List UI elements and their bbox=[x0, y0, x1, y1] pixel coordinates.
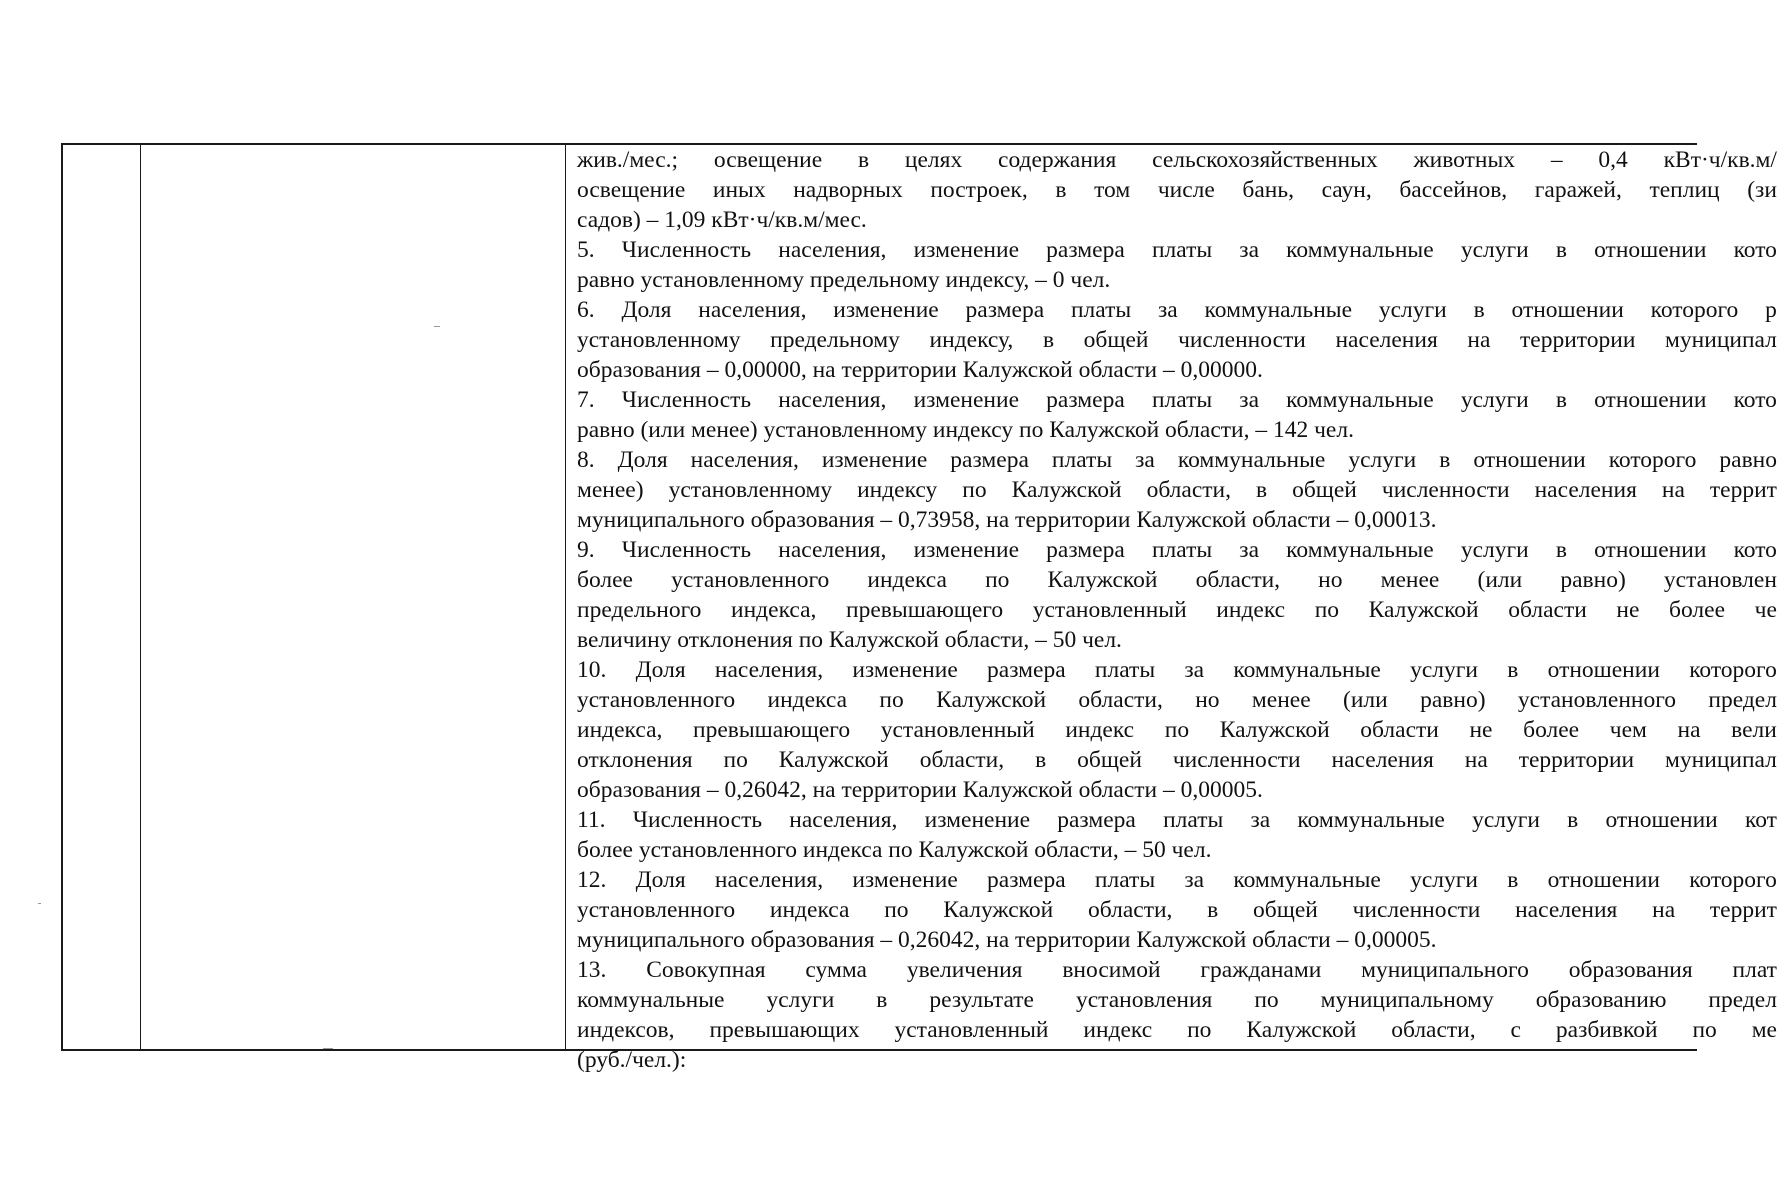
text-line-content: более установленного индекса по Калужской области, – 50 чел. bbox=[577, 837, 1212, 863]
scan-speck bbox=[38, 903, 41, 904]
text-line-content: муниципального образования – 0,73958, на территории Калужской области – 0,00013. bbox=[577, 507, 1437, 533]
text-line-content: величину отклонения по Калужской области, – 50 чел. bbox=[577, 627, 1122, 653]
text-line-content: 12. Доля населения, изменение размера платы за коммунальные услуги в отношении которого bbox=[577, 867, 1777, 893]
text-line bbox=[577, 1045, 1777, 1075]
text-line bbox=[577, 325, 1777, 355]
text-line bbox=[577, 235, 1777, 265]
text-line bbox=[577, 745, 1777, 775]
document-table bbox=[61, 143, 1777, 1073]
text-line-content: образования – 0,26042, на территории Калужской области – 0,00005. bbox=[577, 777, 1263, 803]
text-line bbox=[577, 985, 1777, 1015]
text-line bbox=[577, 865, 1777, 895]
text-line-content: 9. Численность населения, изменение размера платы за коммунальные услуги в отношении кото bbox=[577, 537, 1777, 563]
text-line-content: индекса, превышающего установленный индекс по Калужской области не более чем на вели bbox=[577, 717, 1777, 743]
text-line-content: 11. Численность населения, изменение размера платы за коммунальные услуги в отношении кот bbox=[577, 807, 1777, 833]
text-line-content: 6. Доля населения, изменение размера платы за коммунальные услуги в отношении которого р bbox=[577, 297, 1777, 323]
text-line bbox=[577, 295, 1777, 325]
text-line-content: отклонения по Калужской области, в общей численности населения на территории муниципал bbox=[577, 747, 1777, 773]
text-line bbox=[577, 535, 1777, 565]
text-line-content: более установленного индекса по Калужской области, но менее (или равно) установлен bbox=[577, 567, 1777, 593]
text-line bbox=[577, 775, 1777, 805]
text-line bbox=[577, 835, 1777, 865]
text-line-content: коммунальные услуги в результате установления по муниципальному образованию предел bbox=[577, 987, 1777, 1013]
text-line bbox=[577, 205, 1777, 235]
text-line-content: (руб./чел.): bbox=[577, 1047, 687, 1073]
text-line bbox=[577, 385, 1777, 415]
text-line-content: 13. Совокупная сумма увеличения вносимой гражданами муниципального образования плат bbox=[577, 957, 1777, 983]
text-line bbox=[577, 955, 1777, 985]
text-line bbox=[577, 505, 1777, 535]
text-line bbox=[577, 625, 1777, 655]
table-column-number bbox=[63, 145, 141, 1049]
scan-speck bbox=[434, 326, 440, 327]
text-line-content: 10. Доля населения, изменение размера платы за коммунальные услуги в отношении которого bbox=[577, 657, 1777, 683]
text-line-content: установленному предельному индексу, в общей численности населения на территории муниципал bbox=[577, 327, 1777, 353]
text-line-content: 8. Доля населения, изменение размера платы за коммунальные услуги в отношении которого равно bbox=[577, 447, 1777, 473]
text-line-content: установленного индекса по Калужской области, но менее (или равно) установленного предел bbox=[577, 687, 1777, 713]
table-column-name bbox=[141, 145, 566, 1049]
text-line bbox=[577, 265, 1777, 295]
table-column-content bbox=[566, 145, 1777, 1073]
text-line bbox=[577, 805, 1777, 835]
text-line bbox=[577, 595, 1777, 625]
text-line bbox=[577, 895, 1777, 925]
content-text-block bbox=[577, 145, 1777, 1075]
text-line-content: муниципального образования – 0,26042, на территории Калужской области – 0,00005. bbox=[577, 927, 1437, 953]
text-line bbox=[577, 1015, 1777, 1045]
text-line bbox=[577, 415, 1777, 445]
text-line-content: равно установленному предельному индексу, – 0 чел. bbox=[577, 267, 1111, 293]
text-line bbox=[577, 145, 1777, 175]
text-line bbox=[577, 715, 1777, 745]
text-line bbox=[577, 355, 1777, 385]
text-line-content: 7. Численность населения, изменение размера платы за коммунальные услуги в отношении кото bbox=[577, 387, 1777, 413]
text-line bbox=[577, 565, 1777, 595]
text-line-content: менее) установленному индексу по Калужской области, в общей численности населения на террит bbox=[577, 477, 1777, 503]
scan-speck bbox=[323, 1048, 333, 1049]
text-line-content: 5. Численность населения, изменение размера платы за коммунальные услуги в отношении кото bbox=[577, 237, 1777, 263]
text-line-content: предельного индекса, превышающего установленный индекс по Калужской области не более че bbox=[577, 597, 1777, 623]
text-line bbox=[577, 475, 1777, 505]
text-line bbox=[577, 685, 1777, 715]
text-line-content: индексов, превышающих установленный индекс по Калужской области, с разбивкой по ме bbox=[577, 1017, 1777, 1043]
text-line bbox=[577, 655, 1777, 685]
text-line-content: образования – 0,00000, на территории Калужской области – 0,00000. bbox=[577, 357, 1263, 383]
text-line-content: садов) – 1,09 кВт·ч/кв.м/мес. bbox=[577, 207, 867, 233]
text-line-content: освещение иных надворных построек, в том числе бань, саун, бассейнов, гаражей, теплиц (зи bbox=[577, 177, 1777, 203]
text-line-content: жив./мес.; освещение в целях содержания сельскохозяйственных животных – 0,4 кВт·ч/кв.м/ bbox=[577, 147, 1777, 173]
text-line bbox=[577, 175, 1777, 205]
text-line-content: установленного индекса по Калужской области, в общей численности населения на террит bbox=[577, 897, 1777, 923]
text-line bbox=[577, 445, 1777, 475]
text-line-content: равно (или менее) установленному индексу по Калужской области, – 142 чел. bbox=[577, 417, 1354, 443]
text-line bbox=[577, 925, 1777, 955]
